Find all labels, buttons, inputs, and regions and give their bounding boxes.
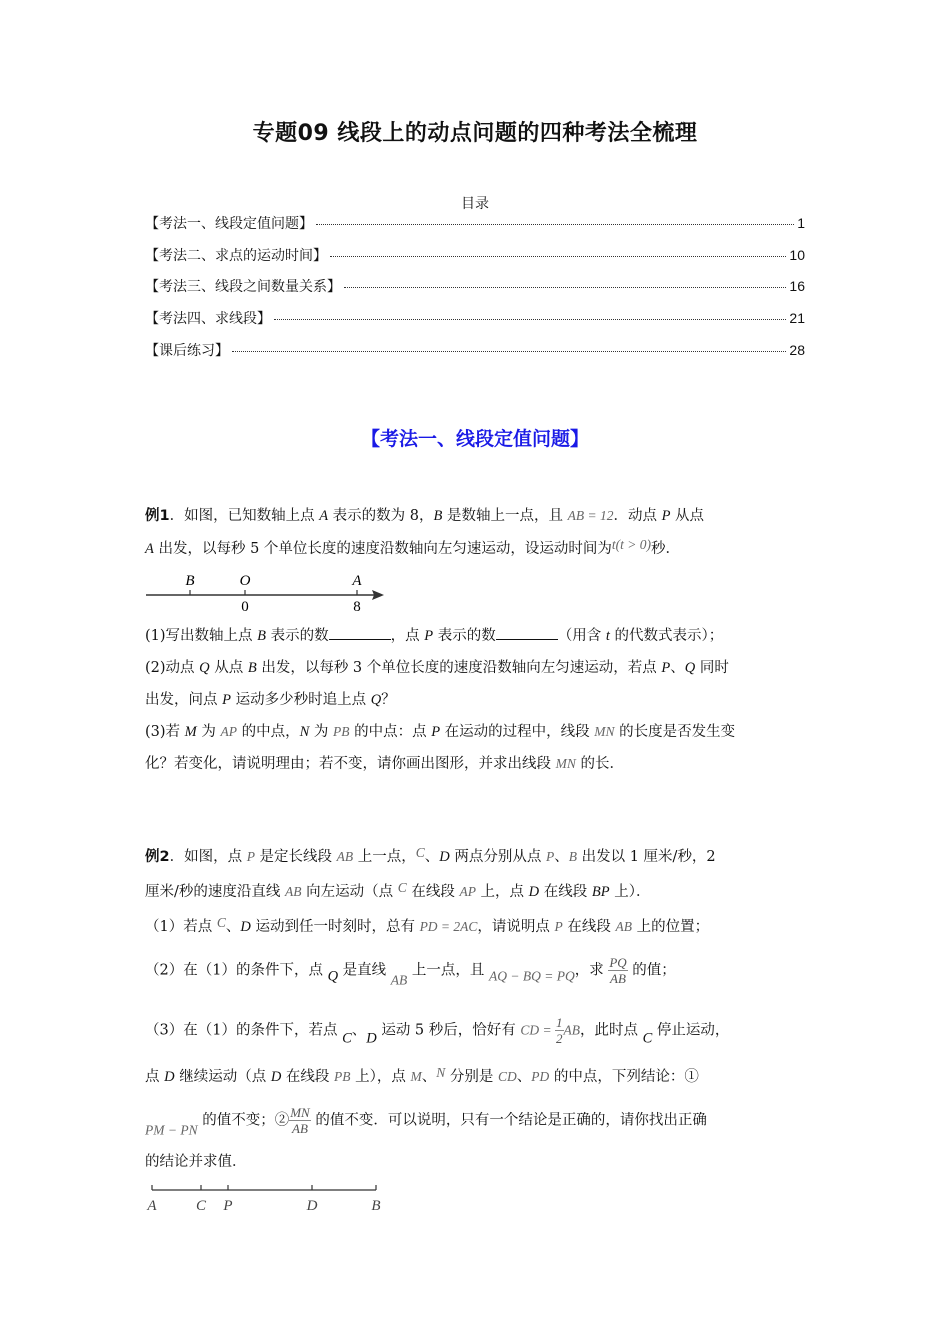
text: 为 [196, 724, 221, 740]
point-label-B: B [371, 1198, 381, 1214]
toc-item-page: 1 [797, 215, 805, 231]
document-title: 专题09 线段上的动点问题的四种考法全梳理 [252, 121, 698, 146]
toc-item-page: 21 [789, 310, 805, 326]
text: 表示的数为 8， [328, 508, 434, 524]
text: 的值不变；② [197, 1112, 290, 1129]
text: 从点 [670, 508, 705, 524]
text: 运动 5 秒后，恰好有 [376, 1022, 521, 1039]
math: AB [615, 919, 632, 934]
math: BP [591, 884, 610, 900]
toc-leader-dots [344, 287, 786, 288]
text: 在线段 [281, 1069, 335, 1085]
text: ，请说明点 [477, 919, 555, 935]
text: 为 [309, 724, 333, 740]
toc-item[interactable] [145, 245, 805, 265]
math: B [568, 849, 577, 864]
example2-part1 [145, 915, 709, 936]
math: AP [220, 724, 237, 739]
example2-part3-line2 [145, 1065, 699, 1086]
text: 、 [424, 849, 440, 865]
example1-q3-line2 [145, 752, 624, 773]
tick-label-8: 8 [353, 599, 361, 614]
section-heading: 【考法一、线段定值问题】 [360, 428, 589, 450]
text: (3)若 [145, 724, 185, 740]
math: M [410, 1069, 422, 1084]
text: 上一点， [353, 849, 416, 865]
toc-leader-dots [232, 351, 786, 352]
text: (2)动点 [145, 660, 200, 676]
segment-figure [146, 1183, 386, 1215]
math: AP [459, 884, 476, 899]
text: 的长． [575, 756, 624, 772]
math: PD [531, 1069, 550, 1084]
math: A [319, 508, 329, 524]
text: ，求 [574, 962, 609, 979]
math: AB = 12 [567, 508, 614, 523]
text: 继续运动（点 [174, 1069, 271, 1085]
math: N [436, 1065, 446, 1080]
text: 在运动的过程中，线段 [440, 724, 595, 740]
text: (1)写出数轴上点 [145, 628, 258, 644]
example1-line1 [145, 504, 704, 525]
example2-part2 [145, 955, 676, 989]
text: ．如图，点 [169, 849, 247, 865]
toc-heading: 目录 [461, 196, 489, 212]
answer-blank[interactable] [496, 627, 558, 640]
text: 、 [516, 1069, 532, 1085]
text: 上的位置； [632, 919, 710, 935]
text: ，点 [390, 628, 425, 644]
denominator: 2 [556, 1031, 563, 1046]
math: N [299, 724, 310, 740]
numerator: PQ [609, 955, 627, 970]
toc-item-label: 【考法四、求线段】 [145, 311, 271, 327]
text: 出发，以每秒 5 个单位长度的速度沿数轴向左匀速运动，设运动时间为 [153, 541, 612, 557]
math: C [216, 915, 226, 930]
math: C [342, 1030, 352, 1047]
math: MN [555, 756, 576, 771]
example2-line1 [145, 845, 716, 866]
math: t [605, 628, 610, 644]
text: 表示的数 [433, 628, 496, 644]
text: ．如图，已知数轴上点 [169, 508, 320, 524]
text: 出发，以每秒 3 个单位长度的速度沿数轴向左匀速运动，若点 [256, 660, 662, 676]
example1-q1 [145, 624, 723, 645]
text: ，此时点 [580, 1022, 643, 1039]
example1-line2 [145, 537, 680, 558]
toc-item[interactable] [145, 213, 805, 233]
example-label: 例2 [145, 849, 170, 865]
text: 两点分别从点 [449, 849, 546, 865]
math: CD = [520, 1022, 556, 1038]
math: AB [390, 972, 408, 988]
math: P [222, 692, 231, 708]
text: （用含 [557, 628, 606, 644]
math: D [366, 1030, 377, 1047]
text: 在线段 [406, 884, 460, 900]
text: 秒． [651, 541, 681, 557]
math: B [257, 628, 267, 644]
math: P [546, 849, 555, 864]
math: M [184, 724, 197, 740]
point-label-B: B [185, 573, 195, 589]
text: 同时 [695, 660, 729, 676]
text: 、 [421, 1069, 437, 1085]
text: 上）． [609, 884, 651, 900]
text: 停止运动， [652, 1022, 730, 1039]
math: AQ − BQ = PQ [488, 968, 575, 984]
text: ？ [381, 692, 396, 708]
math: A [145, 541, 154, 557]
math: t(t > 0) [611, 537, 652, 552]
toc-item-page: 28 [789, 342, 805, 358]
math: C [642, 1030, 653, 1047]
example2-part3-line1 [145, 1015, 729, 1048]
text: 点 [145, 1069, 165, 1085]
toc-item-page: 10 [789, 247, 805, 263]
fraction-pq-ab [608, 955, 627, 986]
toc-item-label: 【考法二、求点的运动时间】 [145, 248, 327, 264]
math: C [397, 880, 407, 895]
text: 、 [670, 660, 685, 676]
math: B [247, 660, 257, 676]
math: Q [199, 660, 210, 676]
text: 从点 [209, 660, 248, 676]
example1-q2-line1 [145, 656, 729, 677]
text: 、 [554, 849, 569, 865]
toc-item[interactable] [145, 276, 805, 296]
text: 厘米/秒的速度沿直线 [145, 884, 285, 900]
text: （2）在（1）的条件下，点 [145, 962, 328, 979]
example-label: 例1 [145, 508, 170, 524]
math: P [431, 724, 441, 740]
number-line-figure [144, 568, 389, 614]
math: P [661, 508, 671, 524]
toc-leader-dots [330, 256, 786, 257]
math: Q [370, 692, 382, 708]
example1-q3-line1 [145, 720, 735, 741]
math: CD [497, 1069, 517, 1084]
example2-line2 [145, 880, 650, 901]
text: 的中点：点 [349, 724, 432, 740]
math: D [439, 849, 450, 865]
math: D [270, 1069, 282, 1085]
denominator: AB [292, 1121, 308, 1136]
text: 分别是 [445, 1069, 498, 1085]
text: （3）在（1）的条件下，若点 [145, 1022, 343, 1039]
text: 化？若变化，请说明理由；若不变，请你画出图形，并求出线段 [145, 756, 556, 772]
point-label-C: C [195, 1198, 207, 1214]
text: 的代数式表示）； [609, 628, 724, 644]
text: 上，点 [475, 884, 529, 900]
point-label-D: D [306, 1198, 318, 1214]
example2-part3-line4 [145, 1150, 247, 1171]
toc-item-page: 16 [789, 278, 805, 294]
point-label-O: O [239, 573, 251, 589]
math: AB [336, 849, 354, 864]
text: 是直线 [338, 962, 391, 979]
point-label-P: P [223, 1198, 233, 1214]
math: AB [563, 1022, 581, 1038]
math: MN [594, 724, 615, 739]
text: ．动点 [613, 508, 662, 524]
text: 运动多少秒时追上点 [230, 692, 371, 708]
math: AB [285, 884, 302, 899]
denominator: AB [610, 971, 626, 986]
text: 、 [351, 1022, 367, 1039]
math: P [246, 849, 255, 864]
toc-leader-dots [274, 319, 786, 320]
math: D [528, 884, 540, 900]
math: C [415, 845, 425, 860]
text: 上），点 [350, 1069, 411, 1085]
point-label-A: A [352, 573, 362, 589]
math: B [433, 508, 443, 524]
math: P [554, 919, 563, 934]
text: 的长度是否发生变 [614, 724, 736, 740]
math: Q [327, 968, 339, 985]
text: 是定长线段 [254, 849, 337, 865]
math: PD = 2AC [419, 919, 478, 934]
text: 的值不变．可以说明，只有一个结论是正确的，请你找出正确 [310, 1112, 707, 1129]
toc-item-label: 【考法一、线段定值问题】 [145, 216, 313, 232]
answer-blank[interactable] [329, 627, 391, 640]
toc-leader-dots [316, 224, 794, 225]
math: P [661, 660, 671, 676]
text: 在线段 [562, 919, 616, 935]
text: 的中点，下列结论：① [549, 1069, 699, 1085]
text: 在线段 [539, 884, 592, 900]
numerator: 1 [556, 1015, 563, 1030]
fraction-mn-ab [289, 1105, 311, 1136]
toc-item-label: 【考法三、线段之间数量关系】 [145, 279, 341, 295]
toc-item[interactable] [145, 340, 805, 360]
math: PB [334, 1069, 351, 1084]
text: 表示的数 [266, 628, 329, 644]
fraction-one-half [555, 1015, 564, 1046]
text: 的结论并求值． [145, 1154, 247, 1170]
math: PB [332, 724, 350, 739]
text: 向左运动（点 [301, 884, 398, 900]
math: D [240, 919, 251, 935]
text: 的中点， [236, 724, 300, 740]
example2-part3-line3 [145, 1105, 707, 1139]
text: 是数轴上一点，且 [442, 508, 568, 524]
text: 出发，问点 [145, 692, 223, 708]
numerator: MN [290, 1105, 310, 1120]
math: D [164, 1069, 175, 1085]
math: P [424, 628, 434, 644]
tick-label-0: 0 [241, 599, 249, 614]
text: 、 [225, 919, 241, 935]
toc-item[interactable] [145, 308, 805, 328]
text: 上一点，且 [407, 962, 489, 979]
toc-item-label: 【课后练习】 [145, 343, 229, 359]
text: 出发以 1 厘米/秒，2 [577, 849, 716, 865]
text: （1）若点 [145, 919, 217, 935]
math: PM − PN [145, 1122, 198, 1138]
point-label-A: A [147, 1198, 157, 1214]
text: 运动到任一时刻时，总有 [250, 919, 420, 935]
math: Q [684, 660, 696, 676]
text: 的值； [627, 962, 676, 979]
example1-q2-line2 [145, 688, 396, 709]
